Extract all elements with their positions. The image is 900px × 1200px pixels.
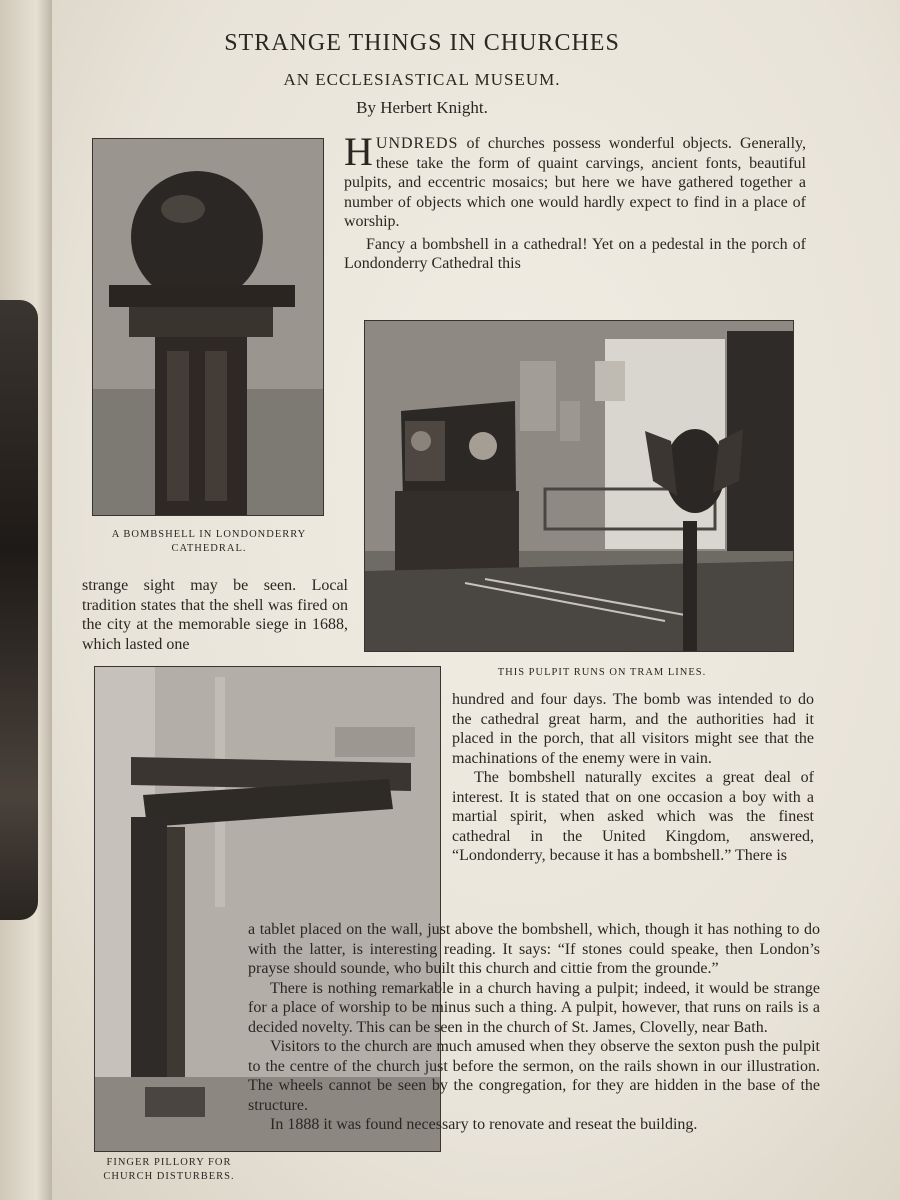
paragraph-1: [344, 129, 806, 232]
paragraph-3-continued: a tablet placed on the wall, just above the bombshell, which, though it has nothing to do with the latter, is interesting reading. It says: “If stones could speake, then London’s prayse should sounde, who built this church and cittie from the grounde.”: [248, 921, 820, 977]
article-title: STRANGE THINGS IN CHURCHES: [224, 30, 620, 56]
article-byline: By Herbert Knight.: [356, 98, 488, 117]
bombshell-illustration: [93, 139, 323, 515]
article-subtitle: AN ECCLESIASTICAL MUSEUM.: [283, 70, 561, 89]
pulpit-photo: [364, 320, 794, 652]
paragraph-6: In 1888 it was found necessary to renovate and reseat the building.: [270, 1116, 698, 1133]
pillory-caption: FINGER PILLORY FOR CHURCH DISTURBERS.: [103, 1157, 235, 1182]
bombshell-caption: A BOMBSHELL IN LONDONDERRY CATHEDRAL.: [111, 529, 307, 554]
pulpit-caption: THIS PULPIT RUNS ON TRAM LINES.: [497, 667, 707, 678]
left-column-text: [82, 576, 348, 654]
previous-page-edge: [0, 0, 52, 1200]
bombshell-photo: [92, 138, 324, 516]
paragraph-2: Fancy a bombshell in a cathedral! Yet on a pedestal in the porch of Londonderry Cathedral this: [344, 235, 806, 272]
pulpit-illustration: [365, 321, 793, 651]
intro-text: [344, 129, 806, 274]
paragraph-4: There is nothing remarkable in a church having a pulpit; indeed, it would be strange for a place of worship to be minus such a thing. A pulpit, however, that runs on rails is a decided novelty. This can be seen in the church of St. James, Clovelly, near Bath.: [248, 979, 820, 1036]
lead-word: UNDREDS: [375, 135, 459, 152]
bottom-text: [248, 920, 820, 1135]
paragraph-1-text: of churches possess wonderful objects. Generally, these take the form of quaint carvings, ancient fonts, beautiful pulpits, and eccentric mosaics; but here we have gathered together a number of objects which one would hardly expect to find in a place of worship.: [344, 135, 806, 230]
article-page: [52, 0, 900, 1200]
drop-cap: H: [344, 129, 373, 174]
paragraph-2-continued: strange sight may be seen. Local tradition states that the shell was fired on the city at the memorable siege in 1688, which lasted one: [82, 577, 348, 653]
paragraph-3: The bombshell naturally excites a great deal of interest. It is stated that on one occasion a boy with a martial spirit, when asked which was the finest cathedral in the United Kingdom, answered, “Londonderry, because it has a bombshell.” There is: [452, 769, 814, 864]
right-column-text: [452, 690, 814, 866]
previous-page-figure: [0, 300, 38, 920]
paragraph-5: Visitors to the church are much amused when they observe the sexton push the pulpit to the centre of the church just before the sermon, on the rails shown in our illustration. The wheels cannot be seen by the congregation, for they are hidden in the base of the structure.: [248, 1038, 820, 1114]
paragraph-2-end: hundred and four days. The bomb was intended to do the cathedral great harm, and the authorities had it placed in the porch, that all visitors might see that the machinations of the enemy were in vain.: [452, 691, 814, 767]
